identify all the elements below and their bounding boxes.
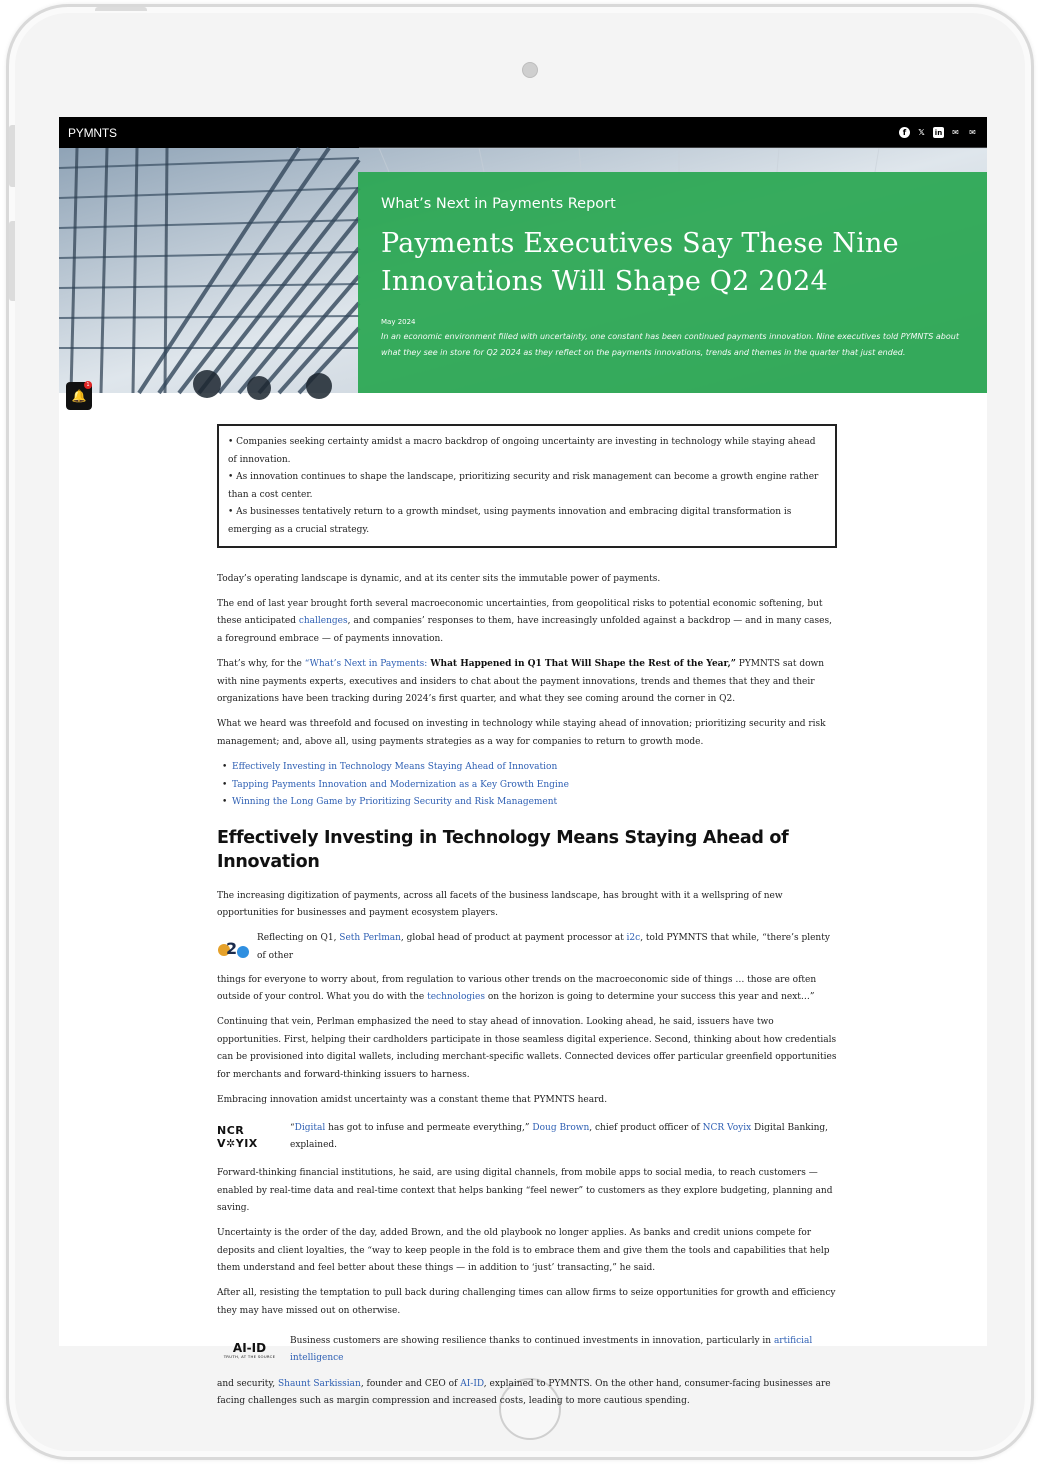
text: things for everyone to worry about, from regulation to various other trends on the macroeconomic side of things … those are often outside of your control. What you do with the <box>217 974 817 1003</box>
volume-down-button <box>9 221 15 301</box>
toc-link[interactable]: Effectively Investing in Technology Means Staying Ahead of Innovation <box>232 761 558 772</box>
paragraph: Continuing that vein, Perlman emphasized the need to stay ahead of innovation. Looking ahead, he said, issuers have two opportunities. First, helping their cardholders participate in those seamless digital experience. Second, thinking about how credentials can be provisioned into digital wallets, including merchant-specific wallets. Connected devices offer particular greenfield opportunities for merchants and forward-thinking issuers to harness. <box>217 1017 837 1081</box>
text: has got to infuse and permeate everything,” <box>325 1122 533 1133</box>
publish-date: May 2024 <box>381 318 416 326</box>
toc-link[interactable]: Tapping Payments Innovation and Modernization as a Key Growth Engine <box>232 779 569 790</box>
summary-item: • As businesses tentatively return to a growth mindset, using payments innovation and embracing digital transformation is emerging as a crucial strategy. <box>228 507 792 535</box>
person-link[interactable]: Doug Brown <box>532 1122 590 1133</box>
report-title-text: What Happened in Q1 That Will Shape the Rest of the Year,” <box>427 658 736 669</box>
hero-banner <box>59 148 987 393</box>
report-link[interactable]: “What’s Next in Payments: <box>304 658 428 669</box>
text: Reflecting on Q1, <box>257 933 340 944</box>
paragraph <box>290 1120 837 1155</box>
text: , and companies’ responses to them, have increasingly unfolded against a backdrop — and in many cases, a foreground embrace — of payments innovation. <box>217 616 832 644</box>
summary-item: • As innovation continues to shape the landscape, prioritizing security and risk management can become a growth engine rather than a cost center. <box>228 472 819 500</box>
facebook-icon[interactable]: f <box>899 127 910 138</box>
text: , chief product officer of <box>589 1122 703 1133</box>
challenges-link[interactable]: challenges <box>298 616 348 627</box>
camera-icon <box>522 62 538 78</box>
email-icon[interactable]: ✉ <box>952 128 959 137</box>
paragraph: The increasing digitization of payments, across all facets of the business landscape, has brought with it a wellspring of new opportunities for businesses and payment ecosystem players. <box>217 890 783 919</box>
company-link[interactable]: i2c <box>626 933 641 944</box>
paragraph: Today’s operating landscape is dynamic, and at its center sits the immutable power of payments. <box>217 573 661 584</box>
company-link[interactable]: NCR Voyix <box>702 1122 752 1133</box>
text: The end of last year brought forth several macroeconomic uncertainties, from geopolitical risks to potential economic softening, but these anticipated <box>217 598 823 627</box>
technologies-link[interactable]: technologies <box>427 992 485 1003</box>
power-button <box>95 7 147 11</box>
section-heading: Effectively Investing in Technology Means Staying Ahead of Innovation <box>217 827 789 872</box>
volume-up-button <box>9 125 15 187</box>
table-of-contents <box>217 759 837 812</box>
ai-link[interactable]: artificial intelligence <box>290 1335 813 1364</box>
report-kicker[interactable]: What’s Next in Payments Report <box>381 196 616 212</box>
i2c-logo-icon <box>217 937 249 959</box>
text: Digital Banking, explained. <box>290 1122 828 1151</box>
text: on the horizon is going to determine your success this year and next…” <box>484 992 815 1003</box>
notification-badge: 1 <box>84 381 92 389</box>
social-links <box>899 127 978 138</box>
digital-link[interactable]: Digital <box>294 1122 326 1133</box>
paragraph <box>217 656 837 709</box>
quote-aiid <box>217 1333 837 1368</box>
text: , told PYMNTS that while, “there’s plenty of other <box>257 933 830 961</box>
quote-i2c <box>217 930 837 965</box>
paragraph: Forward-thinking financial institutions, he said, are using digital channels, from mobile apps to social media, to reach customers — enabled by real-time data and real-time context that helps banking “feel newer” to customers as they explore budgeting, planning and saving. <box>217 1167 833 1214</box>
person-link[interactable]: Seth Perlman <box>339 933 401 944</box>
quote-ncr <box>217 1120 837 1155</box>
ai-id-tagline: TRUTH, AT THE SOURCE <box>223 1353 276 1359</box>
text: , explained to PYMNTS. On the other hand, consumer-facing businesses are facing challenges such as margin compression and increased costs, leading to more cautious spending. <box>217 1378 831 1407</box>
x-icon[interactable]: 𝕏 <box>918 128 925 137</box>
summary-item: • Companies seeking certainty amidst a macro backdrop of ongoing uncertainty are investing in technology while staying ahead of innovation. <box>228 437 816 465</box>
linkedin-icon[interactable]: in <box>934 128 943 137</box>
toc-item <box>217 777 837 795</box>
text: “ <box>290 1122 295 1133</box>
page-title: Payments Executives Say These Nine Innovations Will Shape Q2 2024 <box>381 228 899 297</box>
text: PYMNTS sat down with nine payments experts, executives and insiders to chat about the payment innovations, trends and themes that they and their organizations have been tracking during 2024’s first quarter, and what they see coming around the corner in Q2. <box>217 658 825 705</box>
toc-link[interactable]: Winning the Long Game by Prioritizing Security and Risk Management <box>232 797 558 808</box>
person-link[interactable]: Shaunt Sarkissian <box>277 1378 361 1389</box>
site-header <box>59 117 987 148</box>
toc-item <box>217 794 837 812</box>
paragraph <box>217 972 837 1007</box>
toc-item <box>217 759 837 777</box>
key-takeaways-box <box>217 424 837 548</box>
text: , founder and CEO of <box>360 1378 461 1389</box>
screen <box>59 117 987 1407</box>
ai-id-logo-text: AI-ID <box>232 1340 267 1355</box>
svg-text:2: 2 <box>226 938 238 958</box>
paragraph: Uncertainty is the order of the day, added Brown, and the old playbook no longer applies. As banks and credit unions compete for deposits and client loyalties, the “way to keep people in the fold is to embrace them and give them the tools and capabilities that help them understand and feel better about these things — in addition to ‘just’ transacting,” he said. <box>217 1228 830 1274</box>
notification-bell-icon[interactable]: 🔔 <box>66 382 92 410</box>
paragraph: After all, resisting the temptation to pull back during challenging times can allow firms to seize opportunities for growth and efficiency they may have missed out on otherwise. <box>217 1288 836 1317</box>
company-link[interactable]: AI-ID <box>460 1378 484 1389</box>
text: , global head of product at payment processor at <box>400 933 627 944</box>
paragraph <box>217 596 837 649</box>
ai-id-logo <box>217 1342 282 1359</box>
hero-card <box>358 172 987 393</box>
text: That’s why, for the <box>217 658 305 669</box>
paragraph <box>290 1333 837 1368</box>
paragraph <box>217 1376 837 1411</box>
paragraph <box>257 930 837 965</box>
text: Business customers are showing resilience thanks to continued investments in innovation, particularly in <box>290 1335 774 1346</box>
ncr-voyix-logo: NCR V✲YIX <box>217 1124 258 1151</box>
site-logo[interactable]: PYMNTS <box>68 125 117 140</box>
article-dek: In an economic environment filled with uncertainty, one constant has been continued payments innovation. Nine executives told PYMNTS about what they see in store for Q2 2024 as they reflect on the payments innovations, trends and themes in the quarter that just ended. <box>381 332 959 357</box>
newsletter-icon[interactable]: ✉ <box>969 128 976 137</box>
paragraph: What we heard was threefold and focused on investing in technology while staying ahead of innovation; prioritizing security and risk management; and, above all, using payments strategies as a way for companies to return to growth mode. <box>217 719 826 747</box>
article-body <box>217 424 837 1419</box>
text: and security, <box>217 1378 278 1389</box>
paragraph: Embracing innovation amidst uncertainty was a constant theme that PYMNTS heard. <box>217 1095 608 1106</box>
